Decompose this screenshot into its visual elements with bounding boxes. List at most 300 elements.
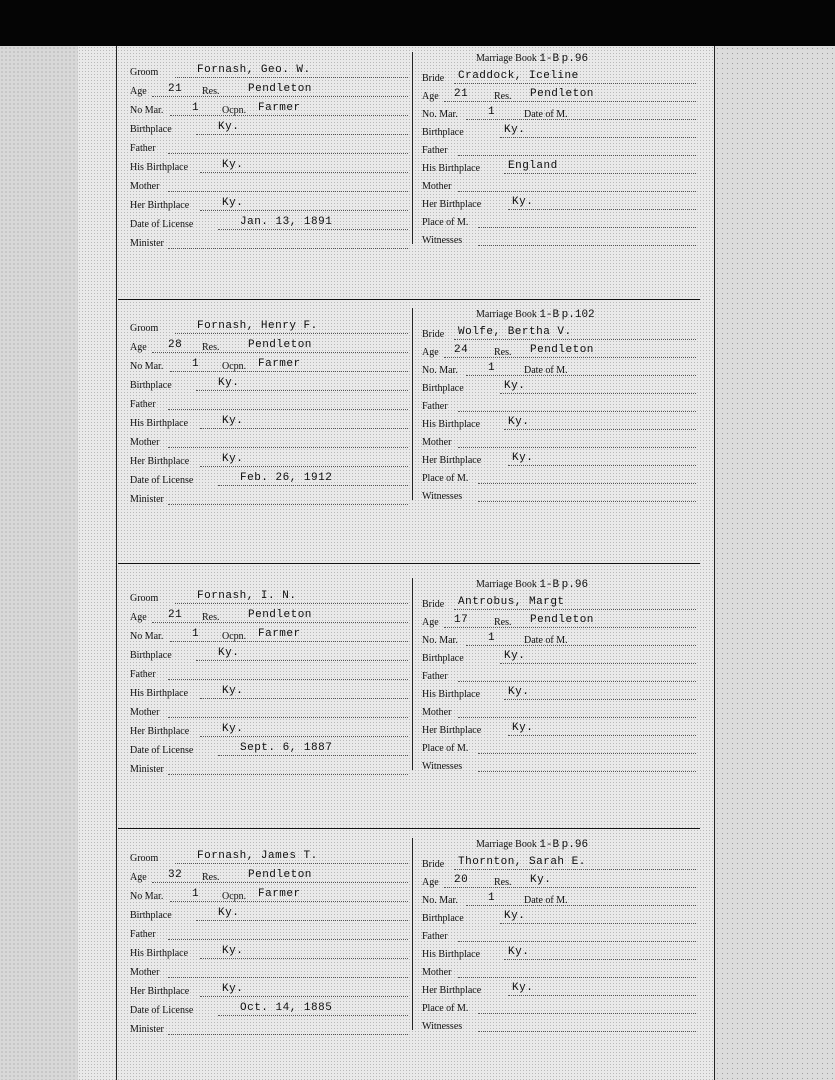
dotted-leader [478, 501, 696, 502]
dotted-leader [196, 134, 408, 135]
bride-res-value: Pendleton [530, 88, 594, 100]
groom-birthplace-row [130, 379, 410, 393]
bride-label: Bride [422, 329, 445, 340]
father-label: Father [422, 671, 448, 682]
groom-label: Groom [130, 853, 159, 864]
groom-date-of-license-value: Sept. 6, 1887 [240, 742, 333, 754]
his-birthplace-label: His Birthplace [422, 419, 481, 430]
groom-her-birthplace-row [130, 725, 410, 739]
bride-age-value: 24 [454, 344, 469, 356]
bride-bride-no-mar-row [422, 364, 698, 378]
dotted-leader [200, 466, 408, 467]
bride-mother-row [422, 436, 698, 450]
bride-bride-no-mar-row [422, 108, 698, 122]
dotted-leader [168, 1034, 408, 1035]
date-of-license-label: Date of License [130, 475, 194, 486]
age-label: Age [422, 617, 439, 628]
dotted-leader [168, 939, 408, 940]
bride-res-value: Pendleton [530, 344, 594, 356]
bride-her-birthplace-row [422, 984, 698, 998]
dotted-leader [504, 699, 696, 700]
her-birthplace-label: Her Birthplace [130, 200, 190, 211]
dotted-leader [168, 447, 408, 448]
bride-her-birthplace-value: Ky. [512, 982, 534, 994]
age-label: Age [422, 347, 439, 358]
witnesses-label: Witnesses [422, 491, 463, 502]
date-of-license-label: Date of License [130, 1005, 194, 1016]
minister-label: Minister [130, 764, 164, 775]
section-rule [118, 299, 700, 300]
groom-birthplace-value: Ky. [218, 121, 240, 133]
his-birthplace-label: His Birthplace [422, 163, 481, 174]
groom-no-mar-row [130, 890, 410, 904]
bride-father-row [422, 400, 698, 414]
father-label: Father [130, 929, 156, 940]
dotted-leader [168, 679, 408, 680]
res-label: Res. [494, 347, 512, 358]
groom-her-birthplace-value: Ky. [222, 453, 244, 465]
bride-her-birthplace-value: Ky. [512, 722, 534, 734]
dotted-leader [504, 959, 696, 960]
marriage-record-card [118, 308, 700, 513]
mother-label: Mother [422, 707, 452, 718]
dotted-leader [458, 191, 696, 192]
bride-label: Bride [422, 859, 445, 870]
groom-occupation-value: Farmer [258, 102, 301, 114]
groom-minister-row [130, 763, 410, 777]
column-divider [412, 578, 413, 770]
bride-her-birthplace-row [422, 454, 698, 468]
res-label: Res. [202, 612, 220, 623]
age-label: Age [130, 872, 147, 883]
marriage-book-page: p.96 [561, 53, 589, 65]
groom-father-row [130, 142, 410, 156]
birthplace-label: Birthplace [130, 650, 172, 661]
dotted-leader [200, 428, 408, 429]
res-label: Res. [494, 617, 512, 628]
marriage-book-reference [476, 53, 588, 65]
dotted-leader [458, 447, 696, 448]
dotted-leader [458, 941, 696, 942]
groom-date-of-license-row [130, 1004, 410, 1018]
groom-label: Groom [130, 593, 159, 604]
dotted-leader [454, 609, 696, 610]
groom-her-birthplace-value: Ky. [222, 723, 244, 735]
dotted-leader [168, 774, 408, 775]
groom-name-value: Fornash, James T. [197, 850, 318, 862]
groom-mother-row [130, 436, 410, 450]
dotted-leader [508, 995, 696, 996]
age-label: Age [130, 86, 147, 97]
bride-name-value: Craddock, Iceline [458, 70, 579, 82]
groom-occupation-value: Farmer [258, 358, 301, 370]
place-of-m-label: Place of M. [422, 743, 469, 754]
bride-label: Bride [422, 73, 445, 84]
bride-res-value: Ky. [530, 874, 552, 886]
groom-name-value: Fornash, Henry F. [197, 320, 318, 332]
groom-birthplace-value: Ky. [218, 647, 240, 659]
groom-birthplace-row [130, 649, 410, 663]
groom-minister-row [130, 237, 410, 251]
bride-place-of-m-row [422, 742, 698, 756]
bride-mother-row [422, 966, 698, 980]
bride-bride-row [422, 598, 698, 612]
bride-mother-row [422, 706, 698, 720]
date-of-license-label: Date of License [130, 745, 194, 756]
dotted-leader [168, 977, 408, 978]
marriage-book-label: Marriage Book [476, 579, 537, 590]
dotted-leader [168, 248, 408, 249]
birthplace-label: Birthplace [422, 653, 464, 664]
birthplace-label: Birthplace [422, 913, 464, 924]
dotted-leader [200, 698, 408, 699]
dotted-leader [504, 173, 696, 174]
his-birthplace-label: His Birthplace [130, 948, 189, 959]
groom-occupation-value: Farmer [258, 888, 301, 900]
dotted-leader [200, 210, 408, 211]
section-rule [118, 828, 700, 829]
ocpn-label: Ocpn. [222, 361, 247, 372]
dotted-leader [196, 660, 408, 661]
his-birthplace-label: His Birthplace [130, 688, 189, 699]
groom-his-birthplace-value: Ky. [222, 685, 244, 697]
bride-res-value: Pendleton [530, 614, 594, 626]
marriage-book-label: Marriage Book [476, 53, 537, 64]
groom-his-birthplace-row [130, 687, 410, 701]
bride-her-birthplace-value: Ky. [512, 196, 534, 208]
scan-right-margin [715, 46, 835, 1080]
res-label: Res. [202, 872, 220, 883]
marriage-record-card [118, 52, 700, 257]
bride-father-row [422, 930, 698, 944]
no-mar-label: No Mar. [130, 631, 164, 642]
dotted-leader [218, 485, 408, 486]
groom-res-value: Pendleton [248, 339, 312, 351]
dotted-leader [458, 717, 696, 718]
dotted-leader [152, 882, 408, 883]
mother-label: Mother [130, 967, 160, 978]
marriage-book-reference [476, 579, 588, 591]
bride-birthplace-value: Ky. [504, 910, 526, 922]
dotted-leader [444, 627, 696, 628]
bride-no-mar-value: 1 [488, 892, 496, 904]
groom-no-mar-row [130, 630, 410, 644]
groom-minister-row [130, 493, 410, 507]
groom-age-value: 28 [168, 339, 183, 351]
groom-date-of-license-value: Feb. 26, 1912 [240, 472, 333, 484]
marriage-book-page: p.96 [561, 579, 589, 591]
mother-label: Mother [422, 967, 452, 978]
bride-name-value: Thornton, Sarah E. [458, 856, 586, 868]
groom-label: Groom [130, 323, 159, 334]
groom-no-mar-value: 1 [192, 102, 200, 114]
bride-place-of-m-row [422, 216, 698, 230]
dotted-leader [478, 771, 696, 772]
birthplace-label: Birthplace [422, 383, 464, 394]
groom-no-mar-value: 1 [192, 628, 200, 640]
date-of-m-label: Date of M. [524, 635, 568, 646]
dotted-leader [152, 96, 408, 97]
scan-left-margin [0, 46, 78, 1080]
groom-age-row [130, 85, 410, 99]
bride-no-mar-value: 1 [488, 362, 496, 374]
dotted-leader [458, 155, 696, 156]
groom-name-value: Fornash, I. N. [197, 590, 297, 602]
place-of-m-label: Place of M. [422, 1003, 469, 1014]
marriage-book-label: Marriage Book [476, 839, 537, 850]
bride-bride-row [422, 858, 698, 872]
place-of-m-label: Place of M. [422, 217, 469, 228]
dotted-leader [444, 357, 696, 358]
no-mar-label: No Mar. [130, 105, 164, 116]
her-birthplace-label: Her Birthplace [422, 199, 482, 210]
bride-age-value: 17 [454, 614, 469, 626]
dotted-leader [458, 977, 696, 978]
her-birthplace-label: Her Birthplace [130, 986, 190, 997]
dotted-leader [454, 339, 696, 340]
dotted-leader [466, 645, 696, 646]
marriage-book-reference [476, 839, 588, 851]
groom-his-birthplace-row [130, 417, 410, 431]
witnesses-label: Witnesses [422, 761, 463, 772]
bride-bride-no-mar-row [422, 894, 698, 908]
birthplace-label: Birthplace [422, 127, 464, 138]
bride-age-row [422, 90, 698, 104]
bride-her-birthplace-row [422, 724, 698, 738]
age-label: Age [130, 342, 147, 353]
bride-label: Bride [422, 599, 445, 610]
dotted-leader [168, 409, 408, 410]
date-of-m-label: Date of M. [524, 109, 568, 120]
dotted-leader [200, 958, 408, 959]
marriage-record-card [118, 838, 700, 1043]
groom-age-value: 21 [168, 83, 183, 95]
bride-bride-row [422, 328, 698, 342]
dotted-leader [200, 996, 408, 997]
groom-mother-row [130, 966, 410, 980]
dotted-leader [478, 753, 696, 754]
groom-his-birthplace-value: Ky. [222, 945, 244, 957]
groom-her-birthplace-value: Ky. [222, 983, 244, 995]
column-divider [412, 838, 413, 1030]
bride-no-mar-value: 1 [488, 632, 496, 644]
groom-birthplace-value: Ky. [218, 907, 240, 919]
minister-label: Minister [130, 238, 164, 249]
place-of-m-label: Place of M. [422, 473, 469, 484]
bride-birthplace-value: Ky. [504, 650, 526, 662]
age-label: Age [422, 877, 439, 888]
dotted-leader [175, 603, 408, 604]
birthplace-label: Birthplace [130, 380, 172, 391]
groom-occupation-value: Farmer [258, 628, 301, 640]
groom-mother-row [130, 180, 410, 194]
groom-no-mar-value: 1 [192, 888, 200, 900]
dotted-leader [196, 920, 408, 921]
groom-date-of-license-value: Jan. 13, 1891 [240, 216, 333, 228]
dotted-leader [218, 755, 408, 756]
dotted-leader [168, 191, 408, 192]
groom-his-birthplace-row [130, 161, 410, 175]
groom-label: Groom [130, 67, 159, 78]
dotted-leader [175, 863, 408, 864]
marriage-book-volume: 1-B [539, 579, 560, 591]
dotted-leader [454, 83, 696, 84]
bride-mother-row [422, 180, 698, 194]
bride-witnesses-row [422, 1020, 698, 1034]
dotted-leader [478, 483, 696, 484]
age-label: Age [130, 612, 147, 623]
dotted-leader [478, 1013, 696, 1014]
bride-place-of-m-row [422, 472, 698, 486]
dotted-leader [444, 887, 696, 888]
groom-minister-row [130, 1023, 410, 1037]
mother-label: Mother [130, 181, 160, 192]
bride-age-row [422, 346, 698, 360]
bride-birthplace-row [422, 912, 698, 926]
date-of-m-label: Date of M. [524, 365, 568, 376]
witnesses-label: Witnesses [422, 235, 463, 246]
dotted-leader [458, 681, 696, 682]
dotted-leader [466, 375, 696, 376]
bride-his-birthplace-value: Ky. [508, 416, 530, 428]
groom-date-of-license-row [130, 474, 410, 488]
bride-birthplace-row [422, 382, 698, 396]
father-label: Father [422, 401, 448, 412]
dotted-leader [508, 209, 696, 210]
bride-place-of-m-row [422, 1002, 698, 1016]
bride-birthplace-value: Ky. [504, 124, 526, 136]
dotted-leader [444, 101, 696, 102]
groom-res-value: Pendleton [248, 609, 312, 621]
bride-witnesses-row [422, 490, 698, 504]
dotted-leader [500, 663, 696, 664]
res-label: Res. [202, 86, 220, 97]
his-birthplace-label: His Birthplace [422, 689, 481, 700]
groom-groom-row [130, 592, 410, 606]
bride-bride-row [422, 72, 698, 86]
bride-no-mar-value: 1 [488, 106, 496, 118]
mother-label: Mother [130, 707, 160, 718]
right-page-edge [714, 46, 715, 1080]
groom-birthplace-value: Ky. [218, 377, 240, 389]
groom-date-of-license-row [130, 744, 410, 758]
bride-his-birthplace-row [422, 688, 698, 702]
left-page-edge [116, 46, 117, 1080]
groom-her-birthplace-row [130, 985, 410, 999]
dotted-leader [175, 77, 408, 78]
section-rule [118, 563, 700, 564]
minister-label: Minister [130, 494, 164, 505]
dotted-leader [478, 227, 696, 228]
father-label: Father [130, 399, 156, 410]
her-birthplace-label: Her Birthplace [422, 985, 482, 996]
groom-age-value: 32 [168, 869, 183, 881]
bride-his-birthplace-row [422, 418, 698, 432]
her-birthplace-label: Her Birthplace [130, 726, 190, 737]
groom-his-birthplace-row [130, 947, 410, 961]
res-label: Res. [202, 342, 220, 353]
dotted-leader [500, 137, 696, 138]
no-mar-label: No. Mar. [422, 109, 458, 120]
dotted-leader [152, 352, 408, 353]
dotted-leader [508, 465, 696, 466]
dotted-leader [466, 119, 696, 120]
bride-her-birthplace-value: Ky. [512, 452, 534, 464]
his-birthplace-label: His Birthplace [422, 949, 481, 960]
groom-name-value: Fornash, Geo. W. [197, 64, 311, 76]
bride-age-value: 21 [454, 88, 469, 100]
groom-date-of-license-row [130, 218, 410, 232]
dotted-leader [170, 901, 408, 902]
dotted-leader [200, 736, 408, 737]
groom-no-mar-value: 1 [192, 358, 200, 370]
dotted-leader [170, 371, 408, 372]
groom-father-row [130, 928, 410, 942]
age-label: Age [422, 91, 439, 102]
dotted-leader [200, 172, 408, 173]
groom-groom-row [130, 66, 410, 80]
no-mar-label: No. Mar. [422, 635, 458, 646]
mother-label: Mother [422, 437, 452, 448]
father-label: Father [130, 669, 156, 680]
res-label: Res. [494, 877, 512, 888]
no-mar-label: No. Mar. [422, 895, 458, 906]
dotted-leader [500, 393, 696, 394]
groom-no-mar-row [130, 104, 410, 118]
dotted-leader [478, 1031, 696, 1032]
groom-res-value: Pendleton [248, 83, 312, 95]
dotted-leader [478, 245, 696, 246]
marriage-book-volume: 1-B [539, 839, 560, 851]
groom-her-birthplace-value: Ky. [222, 197, 244, 209]
dotted-leader [218, 1015, 408, 1016]
marriage-book-page: p.102 [561, 309, 595, 321]
minister-label: Minister [130, 1024, 164, 1035]
birthplace-label: Birthplace [130, 124, 172, 135]
bride-age-value: 20 [454, 874, 469, 886]
res-label: Res. [494, 91, 512, 102]
bride-age-row [422, 616, 698, 630]
no-mar-label: No. Mar. [422, 365, 458, 376]
no-mar-label: No Mar. [130, 361, 164, 372]
dotted-leader [466, 905, 696, 906]
bride-his-birthplace-value: Ky. [508, 686, 530, 698]
groom-no-mar-row [130, 360, 410, 374]
groom-groom-row [130, 852, 410, 866]
bride-his-birthplace-row [422, 948, 698, 962]
scan-top-border [0, 0, 835, 46]
dotted-leader [170, 115, 408, 116]
dotted-leader [196, 390, 408, 391]
bride-name-value: Wolfe, Bertha V. [458, 326, 572, 338]
witnesses-label: Witnesses [422, 1021, 463, 1032]
groom-birthplace-row [130, 909, 410, 923]
date-of-license-label: Date of License [130, 219, 194, 230]
column-divider [412, 308, 413, 500]
her-birthplace-label: Her Birthplace [422, 455, 482, 466]
marriage-book-volume: 1-B [539, 53, 560, 65]
dotted-leader [170, 641, 408, 642]
mother-label: Mother [130, 437, 160, 448]
dotted-leader [168, 153, 408, 154]
dotted-leader [168, 717, 408, 718]
bride-his-birthplace-value: England [508, 160, 558, 172]
groom-age-row [130, 871, 410, 885]
her-birthplace-label: Her Birthplace [422, 725, 482, 736]
birthplace-label: Birthplace [130, 910, 172, 921]
dotted-leader [500, 923, 696, 924]
marriage-book-volume: 1-B [539, 309, 560, 321]
